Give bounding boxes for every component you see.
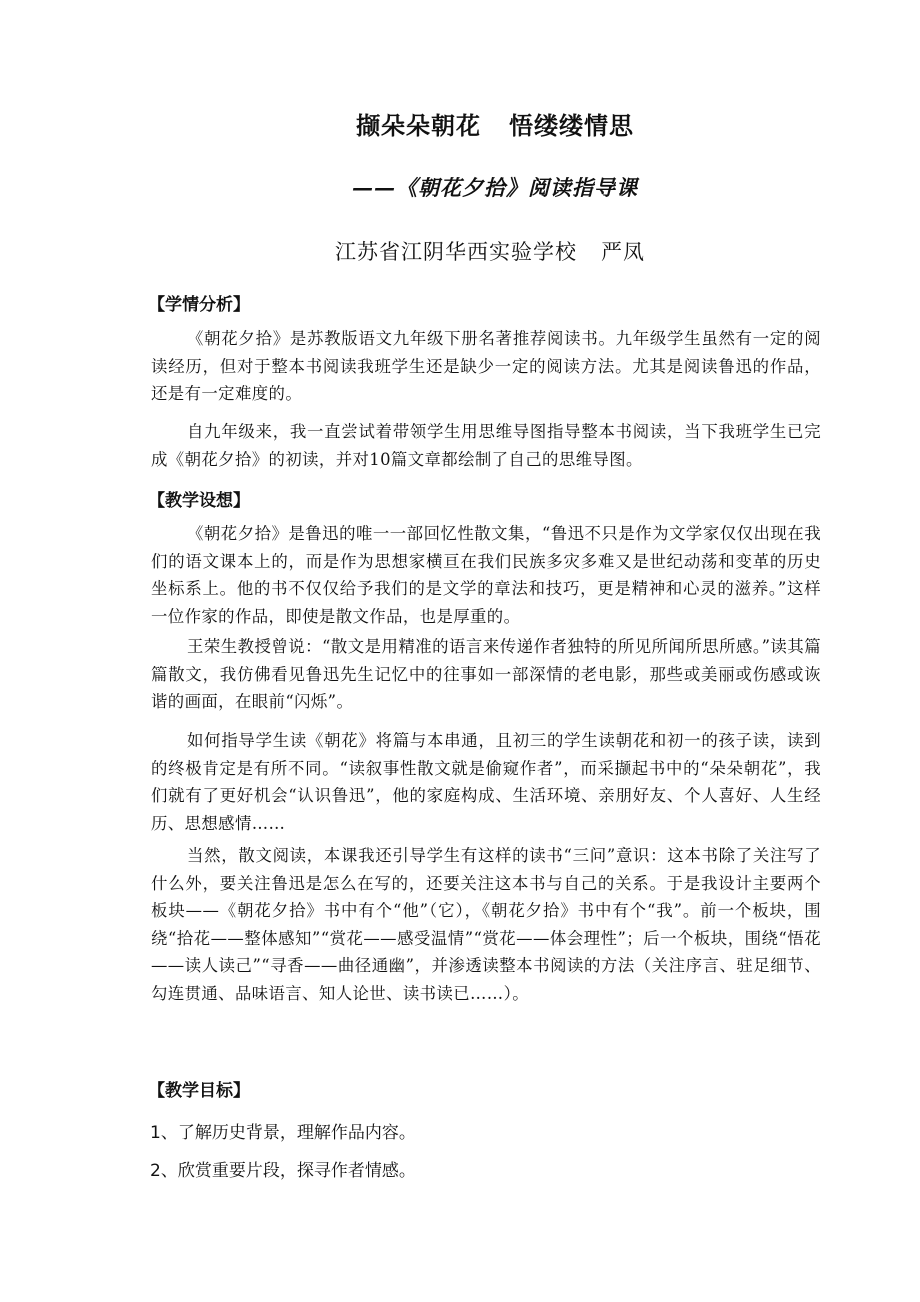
goal-item-1: 1、了解历史背景，理解作品内容。 (150, 1123, 416, 1143)
heading-goals: 【教学目标】 (148, 1081, 250, 1101)
heading-design: 【教学设想】 (148, 491, 250, 511)
analysis-paragraph-1: 《朝花夕拾》是苏教版语文九年级下册名著推荐阅读书。九年级学生虽然有一定的阅读经历，但对于整本书阅读我班学生还是缺少一定的阅读方法。尤其是阅读鲁迅的作品，还是有一定难度的。 (151, 329, 821, 403)
analysis-paragraph-2: 自九年级来，我一直尝试着带领学生用思维导图指导整本书阅读，当下我班学生已完成《朝花夕拾》的初读，并对10篇文章都绘制了自己的思维导图。 (151, 422, 821, 469)
author-school: 江苏省江阴华西实验学校 (335, 240, 577, 264)
author-name: 严凤 (601, 240, 645, 264)
design-paragraph-4: 当然，散文阅读，本课我还引导学生有这样的读书“三问”意识：这本书除了关注写了什么外，要关注鲁迅是怎么在写的，还要关注这本书与自己的关系。于是我设计主要两个板块——《朝花夕拾》书中有个“他”（它），《朝花夕拾》书中有个“我”。前一个板块，围绕“拾花——整体感知”“赏花——感受温情”“赏花——体会理性”；后一个板块，围绕“悟花——读人读己”“寻香——曲径通幽”，并渗透读整本书阅读的方法（关注序言、驻足细节、勾连贯通、品味语言、知人论世、读书读已……）。 (151, 846, 821, 1003)
goal-item-2: 2、欣赏重要片段，探寻作者情感。 (150, 1161, 416, 1181)
design-paragraph-1: 《朝花夕拾》是鲁迅的唯一一部回忆性散文集，“鲁迅不只是作为文学家仅仅出现在我们的语文课本上的，而是作为思想家横亘在我们民族多灾多难又是世纪动荡和变革的历史坐标系上。他的书不仅仅给予我们的是文学的章法和技巧，更是精神和心灵的滋养。”这样一位作家的作品，即使是散文作品，也是厚重的。 (151, 524, 821, 626)
heading-analysis: 【学情分析】 (148, 295, 250, 315)
author-line (0, 236, 920, 266)
title-part-2: 悟缕缕情思 (509, 112, 634, 140)
design-paragraph-3: 如何指导学生读《朝花》将篇与本串通，且初三的学生读朝花和初一的孩子读，读到的终极肯定是有所不同。“读叙事性散文就是偷窥作者”，而采撷起书中的“朵朵朝花”，我们就有了更好机会“认识鲁迅”，他的家庭构成、生活环境、亲朋好友、个人喜好、人生经历、思想感情…… (151, 731, 821, 833)
design-paragraph-2: 王荣生教授曾说：“散文是用精准的语言来传递作者独特的所见所闻所思所感。”读其篇篇散文，我仿佛看见鲁迅先生记忆中的往事如一部深情的老电影，那些或美丽或伤感或诙谐的画面，在眼前“闪烁”。 (151, 637, 821, 711)
document-title (0, 106, 920, 141)
title-part-1: 撷朵朵朝花 (356, 112, 481, 140)
document-subtitle: ——《朝花夕拾》阅读指导课 (352, 175, 638, 200)
